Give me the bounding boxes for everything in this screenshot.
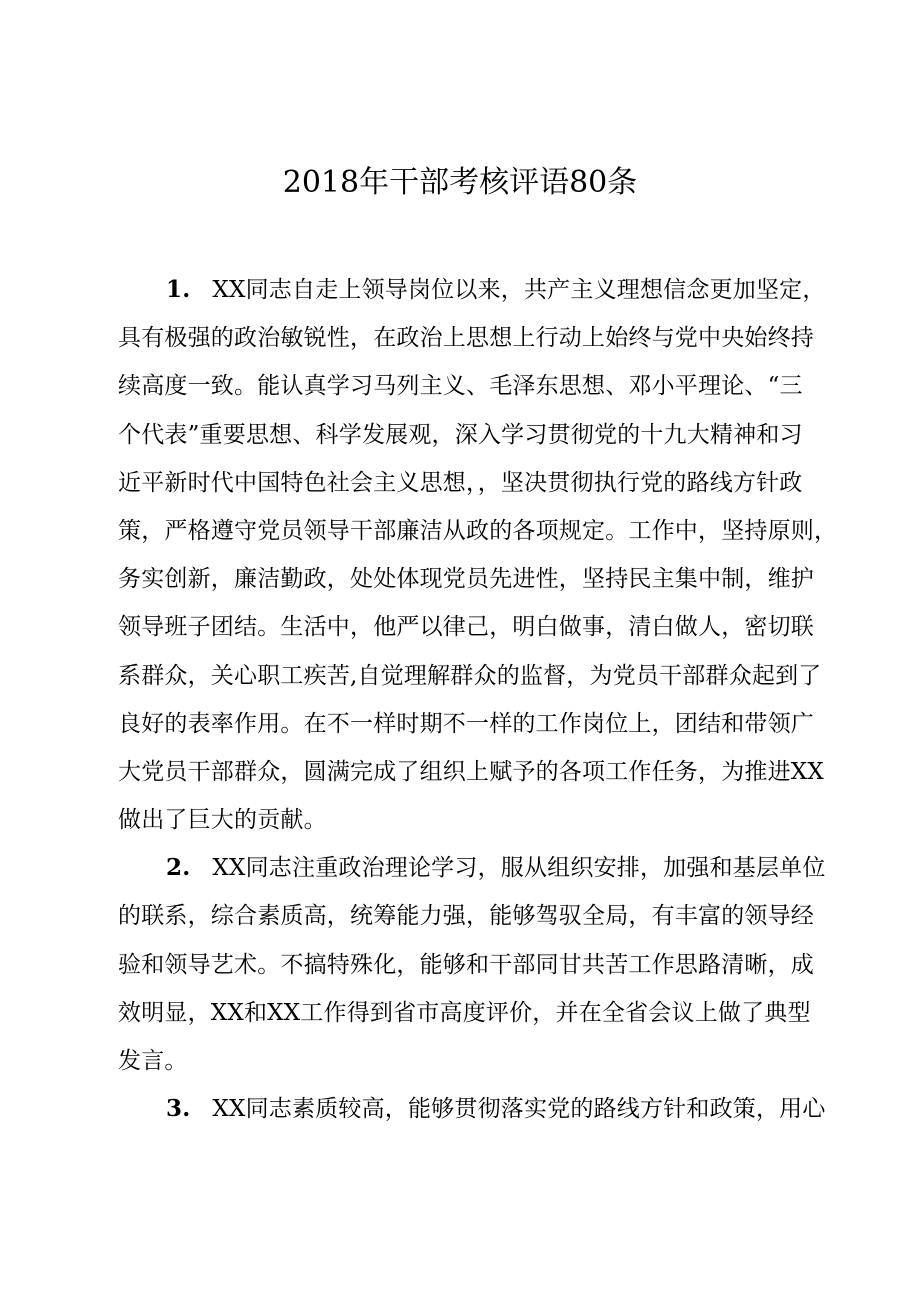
paragraph-line: 策，严格遵守党员领导干部廉洁从政的各项规定。工作中，坚持原则，: [118, 517, 838, 544]
paragraph-line: 发言。: [118, 1048, 188, 1074]
paragraph-line: 具有极强的政治敏锐性，在政治上思想上行动上始终与党中央始终持: [118, 325, 814, 352]
paragraph-text: XX同志素质较高，能够贯彻落实党的路线方针和政策，用心: [212, 1096, 826, 1123]
paragraph-line: 良好的表率作用。在不一样时期不一样的工作岗位上，团结和带领广: [118, 710, 814, 737]
document-title: 2018年干部考核评语80条: [282, 165, 638, 200]
paragraph-line: 领导班子团结。生活中，他严以律己，明白做事，清白做人，密切联: [118, 614, 814, 641]
document-body: [118, 266, 838, 1133]
paragraph-line: 近平新时代中国特色社会主义思想，，坚决贯彻执行党的路线方针政: [118, 469, 803, 496]
paragraph-line: 验和领导艺术。不搞特殊化，能够和干部同甘共苦工作思路清晰，成: [118, 951, 814, 978]
paragraph-line: 务实创新，廉洁勤政，处处体现党员先进性，坚持民主集中制，维护: [118, 566, 814, 593]
paragraph-line: 效明显，XX和XX工作得到省市高度评价，并在全省会议上做了典型: [118, 999, 811, 1026]
paragraph-first-line: [118, 266, 838, 314]
paragraph-line: 做出了巨大的贡献。: [118, 807, 327, 834]
paragraph-line: 的联系，综合素质高，统筹能力强，能够驾驭全局，有丰富的领导经: [118, 903, 814, 930]
paragraph-first-line: [118, 844, 838, 892]
paragraph-line: 大党员干部群众，圆满完成了组织上赋予的各项工作任务，为推进XX: [118, 758, 824, 785]
item-number: 2.: [166, 854, 191, 882]
item-number: 1.: [166, 276, 191, 303]
paragraph-text: XX同志自走上领导岗位以来，共产主义理想信念更加坚定，: [212, 277, 826, 303]
paragraph-line: 个代表”重要思想、科学发展观，深入学习贯彻党的十九大精神和习: [118, 421, 803, 448]
item-number: 3.: [166, 1095, 191, 1123]
paragraph-line: 续高度一致。能认真学习马列主义、毛泽东思想、邓小平理论、“三: [118, 373, 803, 400]
paragraph-text: XX同志注重政治理论学习，服从组织安排，加强和基层单位: [212, 855, 826, 882]
paragraph-first-line: [118, 1085, 838, 1133]
paragraph-line: 系群众，关心职工疾苦,自觉理解群众的监督，为党员干部群众起到了: [118, 662, 822, 689]
